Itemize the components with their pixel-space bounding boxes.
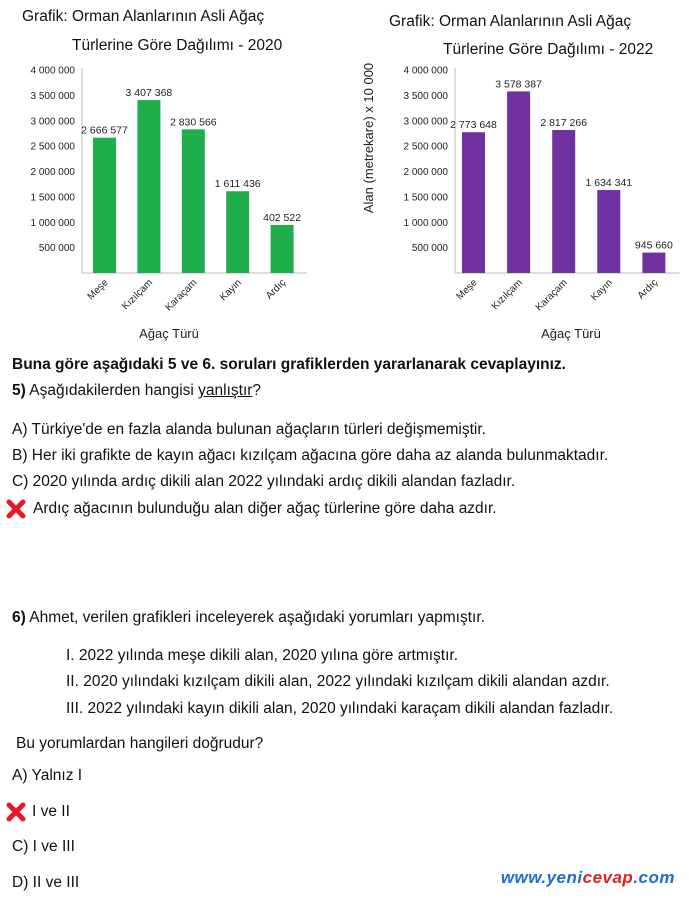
instruction-text: Buna göre aşağıdaki 5 ve 6. soruları grafiklerden yararlanarak cevaplayınız. — [12, 356, 566, 373]
y-tick-label: 1 500 000 — [403, 192, 448, 204]
data-label: 1 611 436 — [214, 178, 261, 191]
bar-Meşe — [93, 138, 116, 273]
chart-2020 — [0, 0, 345, 350]
data-label: 3 578 387 — [495, 78, 542, 91]
q6-option-c[interactable]: C) I ve III — [12, 838, 75, 855]
category-label: Meşe — [85, 277, 111, 303]
bar-Meşe — [462, 132, 485, 273]
y-tick-label: 3 000 000 — [403, 116, 448, 128]
data-label: 3 407 368 — [125, 87, 173, 100]
y-tick-label: 4 000 000 — [403, 65, 448, 77]
statement-2: II. 2020 yılındaki kızılçam dikili alan, 2022 yılındaki kızılçam dikili alandan azdır. — [66, 673, 610, 690]
q6-option-b-text: I ve II — [32, 803, 70, 820]
bar-Karaçam — [552, 130, 575, 273]
category-label: Ardıç — [635, 277, 661, 302]
q5-option-d-text: Ardıç ağacının bulunduğu alan diğer ağaç türlerine göre daha azdır. — [33, 500, 497, 517]
category-label: Kayın — [589, 277, 615, 304]
data-label: 2 773 648 — [450, 119, 497, 132]
question-6-number: 6) — [12, 609, 26, 626]
watermark-prefix: www. — [500, 868, 547, 887]
category-label: Karaçam — [533, 277, 570, 314]
bar-Kızılçam — [507, 91, 530, 273]
question-5-number: 5) — [12, 382, 26, 399]
data-label: 2 817 266 — [540, 117, 588, 130]
y-tick-label: 2 500 000 — [403, 141, 448, 153]
bar-Kayın — [226, 191, 249, 273]
bar-Karaçam — [182, 129, 205, 273]
red-x-mark-icon — [6, 802, 26, 822]
y-tick-label: 3 000 000 — [30, 116, 75, 128]
x-axis-title: Ağaç Türü — [541, 326, 601, 341]
watermark-suffix: .com — [633, 868, 675, 887]
chart-2022-title-line2: Türlerine Göre Dağılımı - 2022 — [443, 41, 654, 58]
data-label: 1 634 341 — [585, 177, 633, 190]
chart-2022 — [345, 0, 689, 350]
y-tick-label: 1 000 000 — [30, 217, 75, 229]
y-tick-label: 2 500 000 — [30, 141, 75, 153]
data-label: 2 666 577 — [81, 124, 128, 137]
q6-option-a[interactable]: A) Yalnız I — [12, 767, 83, 784]
q5-option-b[interactable]: B) Her iki grafikte de kayın ağacı kızılçam ağacına göre daha az alanda bulunmaktadır. — [12, 447, 609, 464]
question-5-emphasis: yanlıştır — [198, 382, 253, 399]
question-6 — [12, 609, 485, 627]
category-label: Kızılçam — [120, 277, 156, 313]
watermark-brand-b: cevap — [582, 868, 634, 887]
q5-option-a[interactable]: A) Türkiye'de en fazla alanda bulunan ağaçların türleri değişmemiştir. — [12, 421, 486, 438]
chart-2022-title-line1: Grafik: Orman Alanlarının Asli Ağaç — [389, 13, 632, 30]
data-label: 402 522 — [263, 212, 302, 225]
q6-option-d[interactable]: D) II ve III — [12, 874, 80, 891]
question-6-prompt: Bu yorumlardan hangileri doğrudur? — [16, 735, 264, 752]
y-tick-label: 500 000 — [38, 243, 75, 255]
category-label: Karaçam — [163, 277, 200, 314]
bar-Kayın — [597, 190, 620, 273]
question-5-text: Aşağıdakilerden hangisi — [25, 382, 199, 399]
y-tick-label: 4 000 000 — [30, 65, 75, 77]
question-6-text: Ahmet, verilen grafikleri inceleyerek aşağıdaki yorumları yapmıştır. — [25, 609, 485, 626]
chart-2020-title-line1: Grafik: Orman Alanlarının Asli Ağaç — [22, 8, 265, 25]
watermark-logo — [501, 868, 675, 888]
bar-Kızılçam — [137, 100, 160, 273]
statement-1: I. 2022 yılında meşe dikili alan, 2020 yılına göre artmıştır. — [66, 647, 459, 664]
category-label: Ardıç — [263, 277, 289, 302]
watermark-brand-a: yeni — [546, 868, 583, 887]
y-tick-label: 3 500 000 — [403, 90, 448, 102]
y-tick-label: 2 000 000 — [403, 167, 448, 178]
y-axis-title: Alan (metrekare) x 10 000 — [361, 62, 376, 214]
bar-Ardıç — [271, 225, 294, 273]
chart-2020-title-line2: Türlerine Göre Dağılımı - 2020 — [72, 37, 283, 54]
category-label: Meşe — [454, 277, 480, 303]
red-x-mark-icon — [6, 499, 26, 519]
question-5-end: ? — [252, 382, 262, 399]
y-tick-label: 1 000 000 — [403, 217, 448, 229]
question-5 — [12, 382, 261, 400]
y-tick-label: 1 500 000 — [30, 192, 75, 204]
x-axis-title: Ağaç Türü — [139, 326, 199, 341]
statement-3: III. 2022 yılındaki kayın dikili alan, 2020 yılındaki karaçam dikili alandan fazladır. — [66, 700, 614, 717]
y-tick-label: 3 500 000 — [30, 90, 75, 102]
category-label: Kızılçam — [489, 277, 525, 313]
bar-Ardıç — [642, 253, 665, 273]
data-label: 945 660 — [634, 239, 673, 252]
q5-option-c[interactable]: C) 2020 yılında ardıç dikili alan 2022 yılındaki ardıç dikili alandan fazladır. — [12, 473, 516, 490]
data-label: 2 830 566 — [169, 116, 217, 129]
y-tick-label: 2 000 000 — [30, 167, 75, 178]
category-label: Kayın — [217, 277, 244, 304]
y-tick-label: 500 000 — [411, 243, 448, 255]
